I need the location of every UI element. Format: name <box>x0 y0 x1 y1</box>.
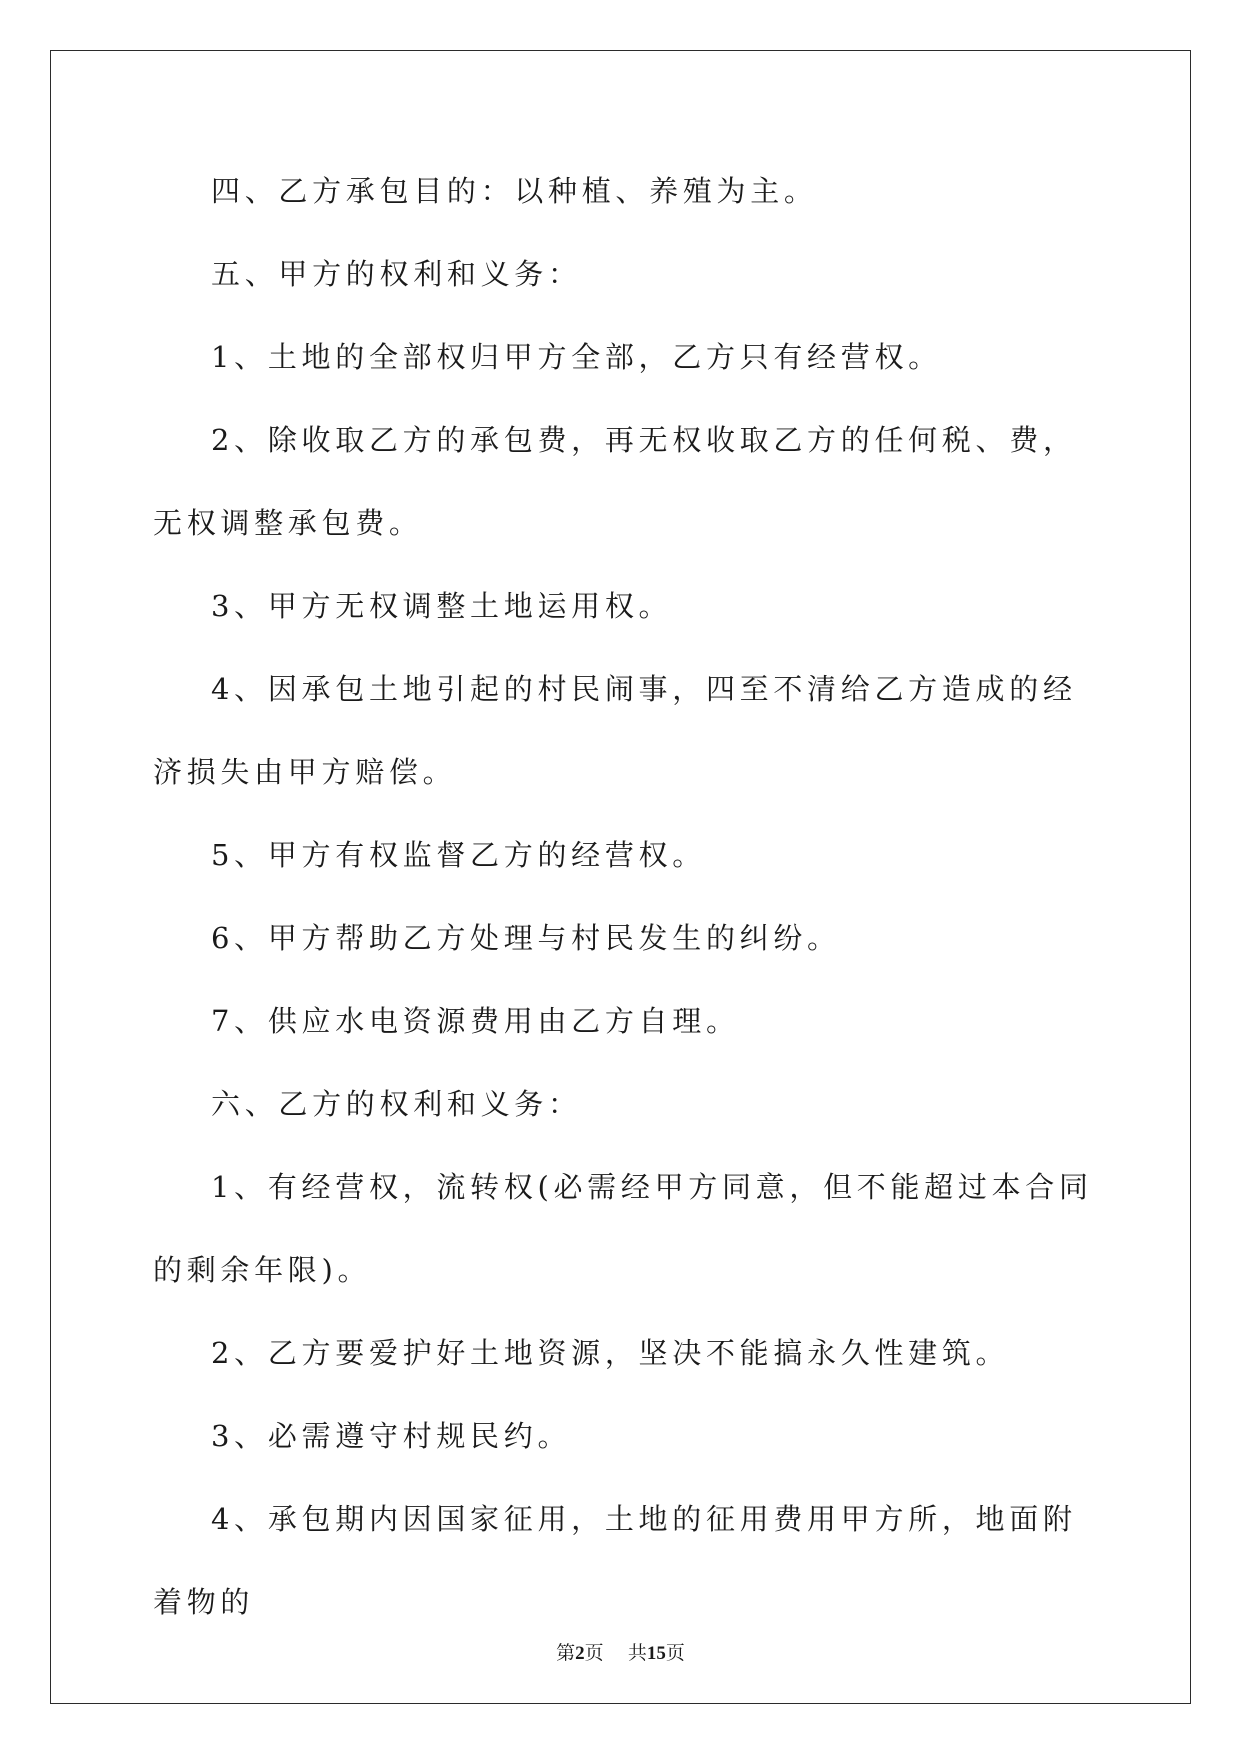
paragraph: 3、甲方无权调整土地运用权。 <box>211 589 673 623</box>
page-footer <box>0 1638 1241 1665</box>
page-label-suffix: 页 <box>584 1642 604 1664</box>
current-page-number: 2 <box>575 1643 585 1664</box>
paragraph: 5、甲方有权监督乙方的经营权。 <box>211 838 706 872</box>
paragraph: 1、有经营权，流转权(必需经甲方同意，但不能超过本合同的剩余年限)。 <box>153 1170 1093 1287</box>
paragraph: 6、甲方帮助乙方处理与村民发生的纠纷。 <box>211 921 841 955</box>
paragraph: 五、甲方的权利和义务： <box>211 257 582 291</box>
paragraph: 2、乙方要爱护好土地资源，坚决不能搞永久性建筑。 <box>211 1336 1010 1370</box>
paragraph: 4、承包期内因国家征用，土地的征用费用甲方所，地面附着物的 <box>153 1502 1077 1619</box>
paragraph: 1、土地的全部权归甲方全部，乙方只有经营权。 <box>211 340 942 374</box>
total-label-prefix: 共 <box>627 1642 647 1664</box>
total-label-suffix: 页 <box>665 1642 685 1664</box>
document-body <box>153 150 1093 1644</box>
paragraph: 2、除收取乙方的承包费，再无权收取乙方的任何税、费，无权调整承包费。 <box>153 423 1077 540</box>
total-page-count: 15 <box>646 1643 666 1664</box>
page-label-prefix: 第 <box>556 1642 576 1664</box>
paragraph: 4、因承包土地引起的村民闹事，四至不清给乙方造成的经济损失由甲方赔偿。 <box>153 672 1077 789</box>
paragraph: 六、乙方的权利和义务： <box>211 1087 582 1121</box>
paragraph: 7、供应水电资源费用由乙方自理。 <box>211 1004 740 1038</box>
paragraph: 四、乙方承包目的：以种植、养殖为主。 <box>211 174 818 208</box>
paragraph: 3、必需遵守村规民约。 <box>211 1419 572 1453</box>
